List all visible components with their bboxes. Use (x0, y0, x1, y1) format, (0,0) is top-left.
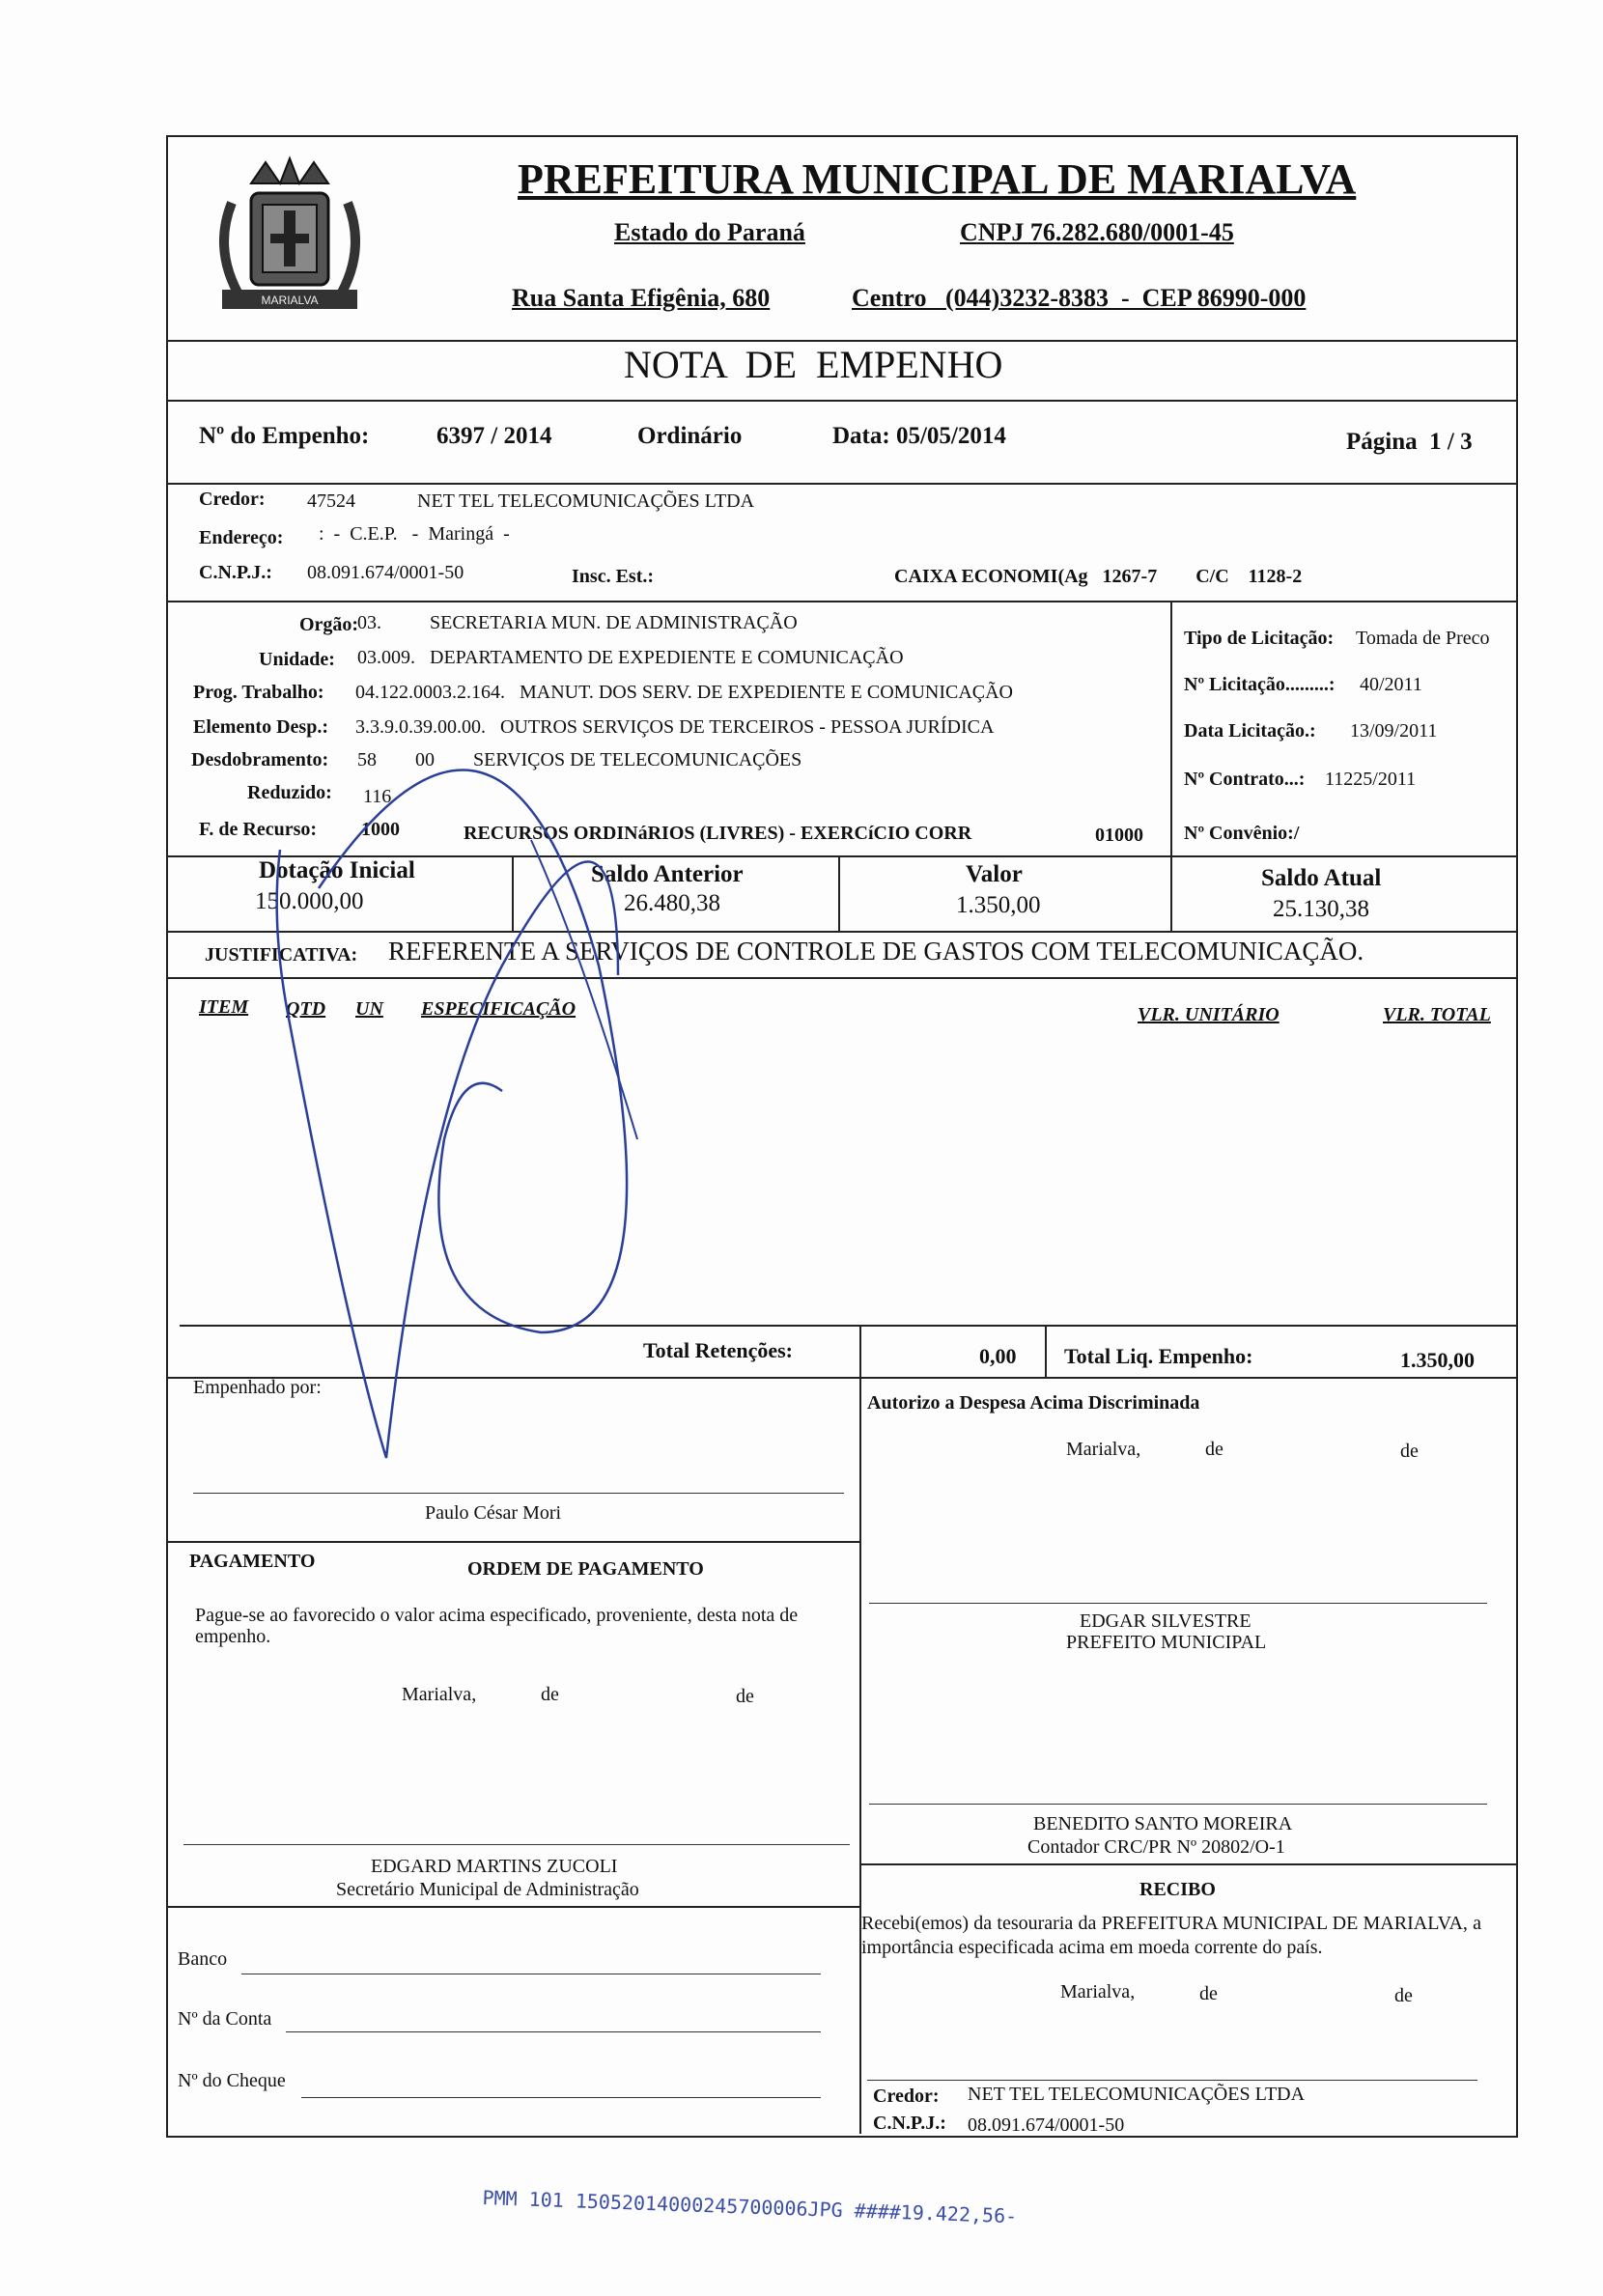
reduzido-label: Reduzido: (247, 782, 332, 803)
recibo-credor-label: Credor: (873, 2086, 940, 2107)
empenho-label: Nº do Empenho: (199, 423, 370, 449)
address-street: Rua Santa Efigênia, 680 (512, 284, 771, 312)
ordem-pagamento-title: ORDEM DE PAGAMENTO (467, 1558, 704, 1580)
col-item: ITEM (199, 996, 249, 1018)
total-retencoes-label: Total Retenções: (643, 1338, 793, 1362)
justificativa-text: REFERENTE A SERVIÇOS DE CONTROLE DE GASTOS COM TELECOMUNICAÇÃO. (388, 937, 1364, 966)
pagamento-text: Pague-se ao favorecido o valor acima especificado, proveniente, desta nota de empenho. (195, 1605, 799, 1647)
valor-value: 1.350,00 (956, 892, 1041, 918)
total-liquido-value: 1.350,00 (1400, 1348, 1475, 1372)
recibo-credor-value: NET TEL TELECOMUNICAÇÕES LTDA (968, 2084, 1306, 2105)
convenio-label: Nº Convênio:/ (1184, 823, 1300, 844)
recibo-place: Marialva, (1060, 1981, 1136, 2002)
prog-label: Prog. Trabalho: (193, 682, 324, 703)
pagamento-de2: de (736, 1686, 754, 1707)
saldo-anterior-label: Saldo Anterior (591, 861, 744, 887)
tipo-licitacao-value: Tomada de Preco (1356, 628, 1490, 649)
col-un: UN (355, 998, 383, 1020)
empenhado-por-name: Paulo César Mori (425, 1502, 562, 1524)
unidade-label: Unidade: (259, 649, 335, 670)
page-number: Página 1 / 3 (1346, 429, 1473, 455)
pagamento-place: Marialva, (402, 1684, 477, 1705)
cnpj-label: C.N.P.J.: (199, 562, 272, 583)
desdobramento-value: 58 00 SERVIÇOS DE TELECOMUNICAÇÕES (357, 749, 802, 770)
fonte-code: 01000 (1095, 825, 1143, 846)
recibo-text: Recebi(emos) da tesouraria da PREFEITURA MUNICIPAL DE MARIALVA, a importância especificada acima em moeda corrente do país. (861, 1913, 1481, 1958)
cheque-label: Nº do Cheque (178, 2070, 286, 2091)
orgao-label: Orgão: (299, 614, 359, 635)
desdobramento-label: Desdobramento: (191, 749, 329, 770)
tipo-licitacao-label: Tipo de Licitação: (1184, 628, 1335, 649)
endereco-value: : - C.E.P. - Maringá - (319, 523, 510, 545)
elemento-value: 3.3.9.0.39.00.00. OUTROS SERVIÇOS DE TERCEIROS - PESSOA JURÍDICA (355, 716, 995, 738)
col-qtd: QTD (286, 998, 326, 1020)
prefeito-name: EDGAR SILVESTRE (1080, 1610, 1251, 1632)
orgao-value: 03. SECRETARIA MUN. DE ADMINISTRAÇÃO (357, 612, 798, 633)
municipality-title: PREFEITURA MUNICIPAL DE MARIALVA (518, 155, 1357, 203)
saldo-atual-label: Saldo Atual (1261, 865, 1382, 891)
elemento-label: Elemento Desp.: (193, 716, 328, 738)
autorizo-de1: de (1205, 1439, 1223, 1460)
fonte-desc: RECURSOS ORDINáRIOS (LIVRES) - EXERCíCIO CORR (464, 823, 972, 844)
processing-stamp: PMM 101 15052014000245700006JPG ####19.422,56- (482, 2186, 1018, 2228)
empenhado-por-label: Empenhado por: (193, 1377, 322, 1398)
recibo-de2: de (1394, 1985, 1413, 2006)
recibo-de1: de (1199, 1983, 1218, 2004)
contrato-value: 11225/2011 (1325, 769, 1417, 790)
num-licitacao-label: Nº Licitação.........: (1184, 674, 1336, 695)
pagamento-label: PAGAMENTO (189, 1551, 316, 1572)
secretario-role: Secretário Municipal de Administração (336, 1879, 639, 1900)
reduzido-value: 116 (363, 786, 392, 807)
total-retencoes-value: 0,00 (979, 1344, 1017, 1368)
cnpj-value: 08.091.674/0001-50 (307, 562, 464, 583)
autorizo-de2: de (1400, 1441, 1419, 1462)
insc-label: Insc. Est.: (572, 566, 655, 587)
cnpj-header: CNPJ 76.282.680/0001-45 (960, 218, 1234, 246)
autorizo-place: Marialva, (1066, 1439, 1141, 1460)
recibo-cnpj-label: C.N.P.J.: (873, 2113, 946, 2134)
autorizo-label: Autorizo a Despesa Acima Discriminada (867, 1392, 1200, 1414)
fonte-label: F. de Recurso: (199, 819, 318, 840)
unidade-value: 03.009. DEPARTAMENTO DE EXPEDIENTE E COMUNICAÇÃO (357, 647, 904, 668)
justificativa-label: JUSTIFICATIVA: (205, 944, 358, 966)
endereco-label: Endereço: (199, 527, 284, 548)
col-vlr-unitario: VLR. UNITÁRIO (1138, 1004, 1280, 1025)
dotacao-label: Dotação Inicial (259, 857, 415, 883)
empenho-number: 6397 / 2014 (436, 423, 552, 449)
empenho-date: Data: 05/05/2014 (832, 423, 1006, 449)
dotacao-value: 150.000,00 (255, 888, 364, 914)
recibo-cnpj-value: 08.091.674/0001-50 (968, 2114, 1125, 2136)
valor-label: Valor (966, 861, 1023, 887)
document-title: NOTA DE EMPENHO (624, 343, 1003, 386)
address-rest: Centro (044)3232-8383 - CEP 86990-000 (852, 284, 1307, 312)
data-licitacao-label: Data Licitação.: (1184, 720, 1316, 742)
bank-info: CAIXA ECONOMI(Ag 1267-7 C/C 1128-2 (894, 566, 1303, 587)
contrato-label: Nº Contrato...: (1184, 769, 1306, 790)
empenho-type: Ordinário (637, 423, 743, 449)
recibo-title: RECIBO (1139, 1879, 1216, 1900)
contador-name: BENEDITO SANTO MOREIRA (1033, 1813, 1293, 1834)
data-licitacao-value: 13/09/2011 (1350, 720, 1438, 742)
banco-label: Banco (178, 1948, 228, 1970)
saldo-atual-value: 25.130,38 (1273, 896, 1369, 922)
credor-code: 47524 (307, 490, 355, 512)
credor-name: NET TEL TELECOMUNICAÇÕES LTDA (417, 490, 755, 512)
secretario-name: EDGARD MARTINS ZUCOLI (371, 1856, 618, 1877)
contador-role: Contador CRC/PR Nº 20802/O-1 (1027, 1836, 1285, 1858)
prefeito-role: PREFEITO MUNICIPAL (1066, 1632, 1267, 1653)
pagamento-de1: de (541, 1684, 559, 1705)
col-vlr-total: VLR. TOTAL (1383, 1004, 1491, 1025)
fonte-value: 1000 (361, 819, 400, 840)
prog-value: 04.122.0003.2.164. MANUT. DOS SERV. DE EXPEDIENTE E COMUNICAÇÃO (355, 682, 1013, 703)
num-licitacao-value: 40/2011 (1360, 674, 1422, 695)
conta-label: Nº da Conta (178, 2008, 272, 2030)
municipal-crest (193, 145, 386, 338)
total-liquido-label: Total Liq. Empenho: (1064, 1344, 1253, 1368)
col-especificacao: ESPECIFICAÇÃO (421, 998, 577, 1020)
credor-label: Credor: (199, 489, 266, 510)
crest-banner-text: MARIALVA (261, 294, 319, 307)
saldo-anterior-value: 26.480,38 (624, 890, 720, 916)
state-name: Estado do Paraná (614, 218, 805, 246)
